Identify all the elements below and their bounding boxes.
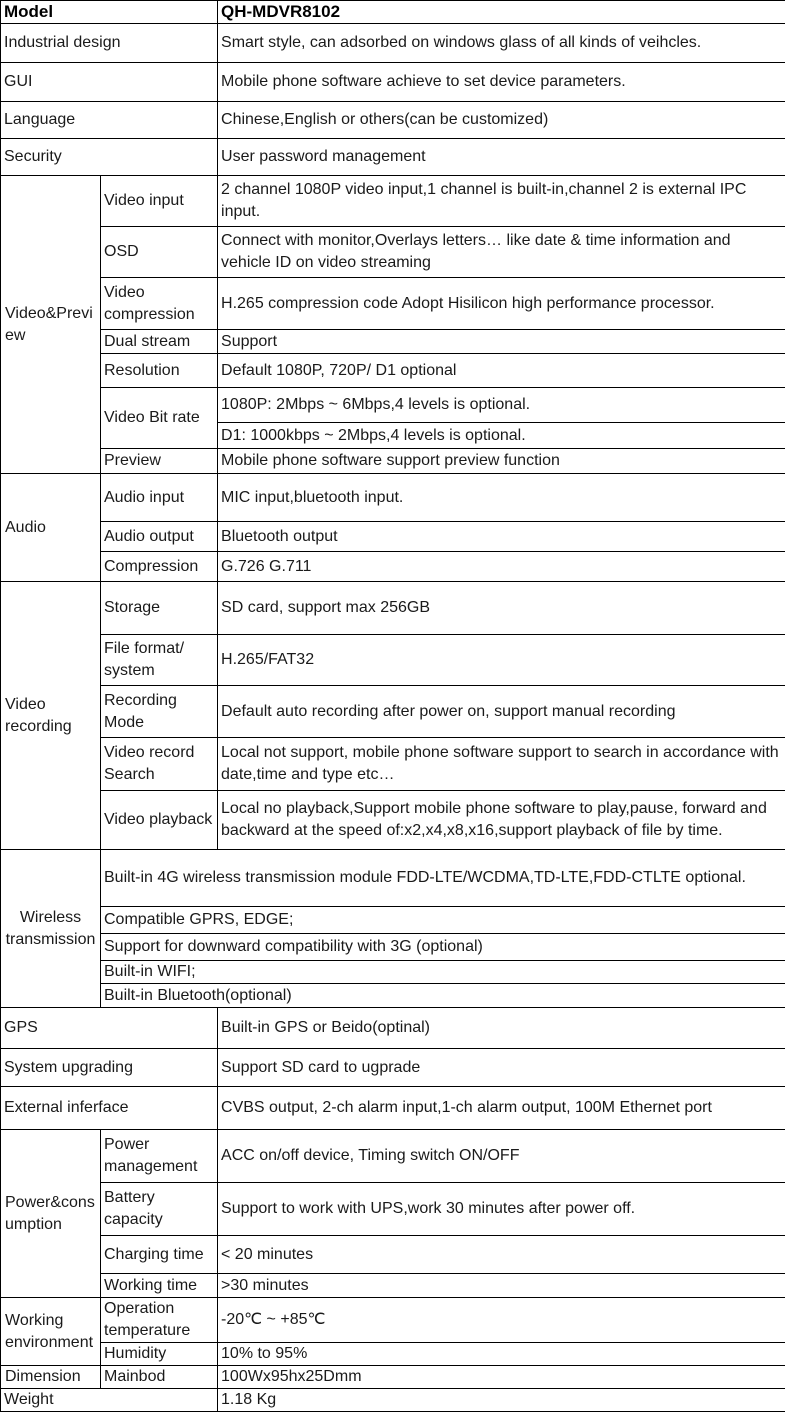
system-upgrading-value: Support SD card to ugprade	[218, 1049, 785, 1087]
language-label: Language	[1, 102, 218, 139]
row-preview	[1, 449, 785, 474]
dimension-value: 100Wx95hx25Dmm	[218, 1366, 785, 1389]
dimension-sublabel: Mainbod	[101, 1366, 218, 1389]
battery-capacity-value: Support to work with UPS,work 30 minutes after power off.	[218, 1183, 785, 1236]
audio-input-label: Audio input	[101, 474, 218, 522]
row-charging-time	[1, 1236, 785, 1274]
operation-temperature-label: Operation temperature	[101, 1298, 218, 1343]
row-wireless-4	[1, 961, 785, 984]
security-label: Security	[1, 139, 218, 176]
row-external-interface	[1, 1087, 785, 1130]
row-playback	[1, 791, 785, 850]
wireless-item: Built-in Bluetooth(optional)	[101, 984, 785, 1008]
system-upgrading-label: System upgrading	[1, 1049, 218, 1087]
row-resolution	[1, 354, 785, 388]
wireless-label: Wireless transmission	[1, 850, 101, 1008]
charging-time-label: Charging time	[101, 1236, 218, 1274]
row-operation-temperature	[1, 1298, 785, 1343]
industrial-design-value: Smart style, can adsorbed on windows glass of all kinds of veihcles.	[218, 24, 785, 63]
row-recording-mode	[1, 686, 785, 738]
row-power-management	[1, 1130, 785, 1183]
recording-mode-value: Default auto recording after power on, support manual recording	[218, 686, 785, 738]
row-gps	[1, 1008, 785, 1049]
row-dimension	[1, 1366, 785, 1389]
row-video-input	[1, 176, 785, 227]
record-search-label: Video record Search	[101, 738, 218, 791]
video-input-label: Video input	[101, 176, 218, 227]
language-value: Chinese,English or others(can be customized)	[218, 102, 785, 139]
working-environment-label: Working environment	[1, 1298, 101, 1366]
row-video-bit-rate-1	[1, 388, 785, 423]
row-weight	[1, 1389, 785, 1412]
row-wireless-5	[1, 984, 785, 1008]
row-file-format	[1, 635, 785, 686]
row-wireless-1	[1, 850, 785, 907]
file-format-value: H.265/FAT32	[218, 635, 785, 686]
power-management-value: ACC on/off device, Timing switch ON/OFF	[218, 1130, 785, 1183]
row-humidity	[1, 1343, 785, 1366]
video-bit-rate-value-2: D1: 1000kbps ~ 2Mbps,4 levels is optional.	[218, 423, 785, 449]
row-audio-input	[1, 474, 785, 522]
row-wireless-3	[1, 934, 785, 961]
wireless-item: Support for downward compatibility with 3G (optional)	[101, 934, 785, 961]
storage-label: Storage	[101, 582, 218, 635]
external-interface-value: CVBS output, 2-ch alarm input,1-ch alarm output, 100M Ethernet port	[218, 1087, 785, 1130]
gui-label: GUI	[1, 63, 218, 102]
security-value: User password management	[218, 139, 785, 176]
video-preview-label: Video&Preview	[1, 176, 101, 474]
gps-value: Built-in GPS or Beido(optinal)	[218, 1008, 785, 1049]
row-security	[1, 139, 785, 176]
file-format-label: File format/ system	[101, 635, 218, 686]
preview-value: Mobile phone software support preview function	[218, 449, 785, 474]
resolution-label: Resolution	[101, 354, 218, 388]
dual-stream-label: Dual stream	[101, 330, 218, 354]
dual-stream-value: Support	[218, 330, 785, 354]
audio-compression-value: G.726 G.711	[218, 552, 785, 582]
row-gui	[1, 63, 785, 102]
model-label: Model	[1, 1, 218, 24]
row-industrial-design	[1, 24, 785, 63]
row-working-time	[1, 1274, 785, 1298]
gui-value: Mobile phone software achieve to set device parameters.	[218, 63, 785, 102]
video-compression-value: H.265 compression code Adopt Hisilicon high performance processor.	[218, 278, 785, 330]
audio-label: Audio	[1, 474, 101, 582]
wireless-item: Built-in 4G wireless transmission module FDD-LTE/WCDMA,TD-LTE,FDD-CTLTE optional.	[101, 850, 785, 907]
playback-value: Local no playback,Support mobile phone software to play,pause, forward and backward at the speed of:x2,x4,x8,x16,support playback of file by time.	[218, 791, 785, 850]
row-audio-output	[1, 522, 785, 552]
resolution-value: Default 1080P, 720P/ D1 optional	[218, 354, 785, 388]
operation-temperature-value: -20℃ ~ +85℃	[218, 1298, 785, 1343]
row-model	[1, 1, 785, 24]
row-storage	[1, 582, 785, 635]
row-wireless-2	[1, 907, 785, 934]
working-time-label: Working time	[101, 1274, 218, 1298]
power-label: Power&consumption	[1, 1130, 101, 1298]
row-osd	[1, 227, 785, 278]
row-language	[1, 102, 785, 139]
video-compression-label: Video compression	[101, 278, 218, 330]
industrial-design-label: Industrial design	[1, 24, 218, 63]
recording-mode-label: Recording Mode	[101, 686, 218, 738]
playback-label: Video playback	[101, 791, 218, 850]
osd-label: OSD	[101, 227, 218, 278]
power-management-label: Power management	[101, 1130, 218, 1183]
video-bit-rate-value-1: 1080P: 2Mbps ~ 6Mbps,4 levels is optional.	[218, 388, 785, 423]
external-interface-label: External inferface	[1, 1087, 218, 1130]
osd-value: Connect with monitor,Overlays letters… like date & time information and vehicle ID on video streaming	[218, 227, 785, 278]
humidity-label: Humidity	[101, 1343, 218, 1366]
wireless-item: Compatible GPRS, EDGE;	[101, 907, 785, 934]
row-video-compression	[1, 278, 785, 330]
video-recording-label: Video recording	[1, 582, 101, 850]
row-dual-stream	[1, 330, 785, 354]
weight-label: Weight	[1, 1389, 218, 1412]
audio-output-label: Audio output	[101, 522, 218, 552]
record-search-value: Local not support, mobile phone software support to search in accordance with date,time and type etc…	[218, 738, 785, 791]
video-input-value: 2 channel 1080P video input,1 channel is built-in,channel 2 is external IPC input.	[218, 176, 785, 227]
wireless-item: Built-in WIFI;	[101, 961, 785, 984]
preview-label: Preview	[101, 449, 218, 474]
gps-label: GPS	[1, 1008, 218, 1049]
working-time-value: >30 minutes	[218, 1274, 785, 1298]
model-value: QH-MDVR8102	[218, 1, 785, 24]
row-audio-compression	[1, 552, 785, 582]
row-system-upgrading	[1, 1049, 785, 1087]
row-record-search	[1, 738, 785, 791]
humidity-value: 10% to 95%	[218, 1343, 785, 1366]
weight-value: 1.18 Kg	[218, 1389, 785, 1412]
audio-output-value: Bluetooth output	[218, 522, 785, 552]
dimension-label: Dimension	[1, 1366, 101, 1389]
row-battery-capacity	[1, 1183, 785, 1236]
battery-capacity-label: Battery capacity	[101, 1183, 218, 1236]
audio-input-value: MIC input,bluetooth input.	[218, 474, 785, 522]
audio-compression-label: Compression	[101, 552, 218, 582]
charging-time-value: < 20 minutes	[218, 1236, 785, 1274]
video-bit-rate-label: Video Bit rate	[101, 388, 218, 449]
storage-value: SD card, support max 256GB	[218, 582, 785, 635]
